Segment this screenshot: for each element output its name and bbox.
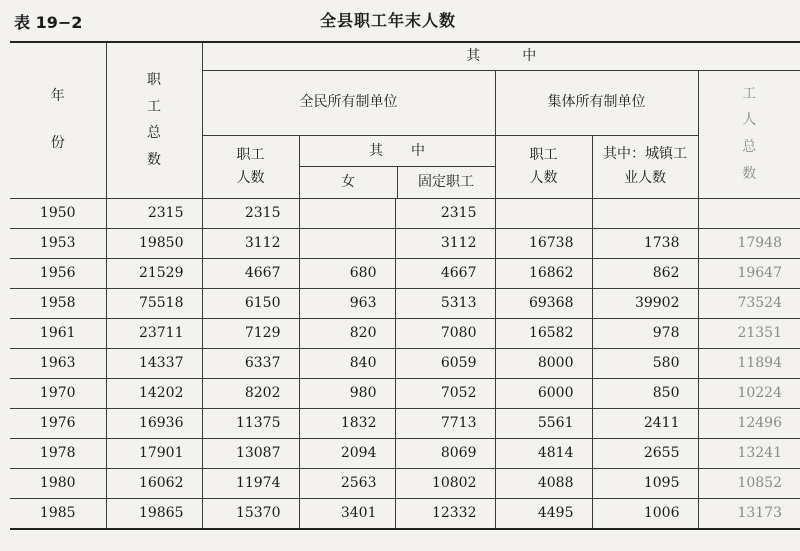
cell-state-workers: 6150 — [202, 288, 299, 318]
header-state-workers: 职工人数 — [202, 135, 299, 198]
cell-state-workers: 13087 — [202, 438, 299, 468]
cell-fixed: 3112 — [395, 228, 495, 258]
cell-year: 1978 — [10, 438, 106, 468]
table-row — [10, 408, 800, 438]
cell-fixed: 7713 — [395, 408, 495, 438]
cell-state-workers: 2315 — [202, 198, 299, 228]
cell-faded: 10224 — [698, 378, 800, 408]
employee-table — [10, 41, 800, 530]
table-row — [10, 378, 800, 408]
table-number: 表 19−2 — [14, 13, 83, 32]
header-faded-column: 工人总数 — [698, 70, 800, 198]
cell-fixed: 7052 — [395, 378, 495, 408]
cell-urban-industry: 2655 — [592, 438, 698, 468]
cell-total: 19865 — [106, 498, 202, 529]
table-row — [10, 438, 800, 468]
cell-year: 1953 — [10, 228, 106, 258]
cell-urban-industry: 978 — [592, 318, 698, 348]
cell-year: 1950 — [10, 198, 106, 228]
cell-female: 2563 — [299, 468, 395, 498]
cell-fixed: 10802 — [395, 468, 495, 498]
cell-state-workers: 7129 — [202, 318, 299, 348]
cell-female — [299, 228, 395, 258]
table-row — [10, 258, 800, 288]
cell-female: 2094 — [299, 438, 395, 468]
header-coll-workers: 职工人数 — [495, 135, 592, 198]
cell-year: 1970 — [10, 378, 106, 408]
cell-faded: 10852 — [698, 468, 800, 498]
cell-fixed: 2315 — [395, 198, 495, 228]
cell-urban-industry: 1738 — [592, 228, 698, 258]
table-title: 全县职工年末人数 — [320, 11, 457, 30]
cell-female: 963 — [299, 288, 395, 318]
cell-year: 1956 — [10, 258, 106, 288]
cell-total: 21529 — [106, 258, 202, 288]
cell-coll-workers: 4814 — [495, 438, 592, 468]
cell-faded: 17948 — [698, 228, 800, 258]
cell-urban-industry: 580 — [592, 348, 698, 378]
cell-urban-industry: 1095 — [592, 468, 698, 498]
cell-urban-industry: 1006 — [592, 498, 698, 529]
cell-coll-workers: 6000 — [495, 378, 592, 408]
cell-coll-workers: 4495 — [495, 498, 592, 529]
cell-coll-workers: 16738 — [495, 228, 592, 258]
cell-total: 2315 — [106, 198, 202, 228]
table-row — [10, 348, 800, 378]
header-among-sub-group — [299, 135, 495, 198]
cell-female: 980 — [299, 378, 395, 408]
table-row — [10, 198, 800, 228]
cell-year: 1985 — [10, 498, 106, 529]
cell-state-workers: 4667 — [202, 258, 299, 288]
cell-state-workers: 15370 — [202, 498, 299, 529]
cell-state-workers: 8202 — [202, 378, 299, 408]
table-row — [10, 498, 800, 529]
cell-faded: 19647 — [698, 258, 800, 288]
cell-faded: 13241 — [698, 438, 800, 468]
cell-total: 16062 — [106, 468, 202, 498]
cell-female: 3401 — [299, 498, 395, 529]
cell-fixed: 6059 — [395, 348, 495, 378]
cell-fixed: 4667 — [395, 258, 495, 288]
cell-total: 14202 — [106, 378, 202, 408]
cell-female: 820 — [299, 318, 395, 348]
cell-faded — [698, 198, 800, 228]
header-among: 其 中 — [202, 42, 800, 70]
table-body — [10, 198, 800, 529]
table-row — [10, 228, 800, 258]
cell-year: 1980 — [10, 468, 106, 498]
header-among-sub: 其 中 — [300, 136, 495, 168]
cell-urban-industry: 850 — [592, 378, 698, 408]
cell-faded: 12496 — [698, 408, 800, 438]
header-female: 女 — [300, 167, 398, 198]
header-urban-industry: 其中：城镇工业人数 — [592, 135, 698, 198]
header-collective: 集体所有制单位 — [495, 70, 698, 135]
cell-total: 75518 — [106, 288, 202, 318]
cell-female: 680 — [299, 258, 395, 288]
cell-year: 1963 — [10, 348, 106, 378]
cell-coll-workers: 8000 — [495, 348, 592, 378]
cell-total: 23711 — [106, 318, 202, 348]
cell-urban-industry — [592, 198, 698, 228]
header-fixed: 固定职工 — [418, 174, 474, 191]
cell-urban-industry: 39902 — [592, 288, 698, 318]
cell-state-workers: 6337 — [202, 348, 299, 378]
cell-total: 14337 — [106, 348, 202, 378]
header-year: 年份 — [10, 42, 106, 198]
cell-faded: 21351 — [698, 318, 800, 348]
table-row — [10, 288, 800, 318]
table-row — [10, 318, 800, 348]
cell-female: 840 — [299, 348, 395, 378]
cell-urban-industry: 862 — [592, 258, 698, 288]
cell-coll-workers: 16582 — [495, 318, 592, 348]
cell-faded: 11894 — [698, 348, 800, 378]
cell-faded: 13173 — [698, 498, 800, 529]
cell-year: 1958 — [10, 288, 106, 318]
cell-fixed: 12332 — [395, 498, 495, 529]
cell-total: 17901 — [106, 438, 202, 468]
cell-coll-workers: 69368 — [495, 288, 592, 318]
cell-coll-workers: 5561 — [495, 408, 592, 438]
header-total: 职工总数 — [106, 42, 202, 198]
cell-fixed: 5313 — [395, 288, 495, 318]
cell-coll-workers: 4088 — [495, 468, 592, 498]
cell-total: 19850 — [106, 228, 202, 258]
cell-total: 16936 — [106, 408, 202, 438]
cell-state-workers: 11375 — [202, 408, 299, 438]
cell-fixed: 8069 — [395, 438, 495, 468]
cell-year: 1976 — [10, 408, 106, 438]
cell-coll-workers — [495, 198, 592, 228]
cell-female: 1832 — [299, 408, 395, 438]
table-row — [10, 468, 800, 498]
cell-urban-industry: 2411 — [592, 408, 698, 438]
cell-state-workers: 11974 — [202, 468, 299, 498]
cell-year: 1961 — [10, 318, 106, 348]
cell-female — [299, 198, 395, 228]
header-state-owned: 全民所有制单位 — [202, 70, 495, 135]
cell-faded: 73524 — [698, 288, 800, 318]
cell-coll-workers: 16862 — [495, 258, 592, 288]
cell-state-workers: 3112 — [202, 228, 299, 258]
cell-fixed: 7080 — [395, 318, 495, 348]
